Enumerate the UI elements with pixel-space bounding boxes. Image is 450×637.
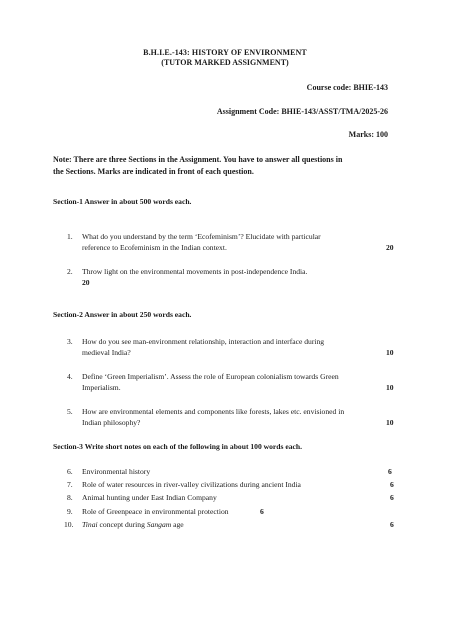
question-number: 7. <box>67 480 73 489</box>
question-marks: 10 <box>386 383 394 392</box>
question-text-line: How are environmental elements and components like forests, lakes etc. envisioned in <box>82 407 345 416</box>
question-marks: 10 <box>386 348 394 357</box>
question-text: Role of water resources in river-valley civilizations during ancient India <box>82 480 301 489</box>
document-title: B.H.I.E.-143: HISTORY OF ENVIRONMENT <box>143 48 307 57</box>
question-text-line: Imperialism. <box>82 383 121 392</box>
question-number: 1. <box>67 232 73 241</box>
question-text: Environmental history <box>82 467 151 476</box>
section-2-heading: Section-2 Answer in about 250 words each. <box>53 310 192 319</box>
question-text: Animal hunting under East Indian Company <box>82 493 217 502</box>
question-marks: 6 <box>388 467 392 476</box>
question-text-line: Define ‘Green Imperialism’. Assess the role of European colonialism towards Green <box>82 372 339 381</box>
question-marks: 20 <box>82 278 90 287</box>
question-number: 4. <box>67 372 73 381</box>
question-number: 3. <box>67 337 73 346</box>
question-text-line: Throw light on the environmental movements in post-independence India. <box>82 267 308 276</box>
question-marks: 6 <box>390 520 394 529</box>
question-marks: 6 <box>390 480 394 489</box>
text-segment: age <box>171 520 184 529</box>
question-number: 8. <box>67 493 73 502</box>
section-3-heading: Section-3 Write short notes on each of the following in about 100 words each. <box>53 442 303 451</box>
total-marks: Marks: 100 <box>348 130 388 139</box>
assignment-note <box>53 154 398 178</box>
question-text: Role of Greenpeace in environmental protection <box>82 507 229 516</box>
question-number: 10. <box>64 520 74 529</box>
note-line-2: the Sections. Marks are indicated in front of each question. <box>53 167 254 176</box>
question-number: 9. <box>67 507 73 516</box>
question-number: 5. <box>67 407 73 416</box>
question-text-line: How do you see man-environment relationship, interaction and interface during <box>82 337 325 346</box>
assignment-code: Assignment Code: BHIE-143/ASST/TMA/2025-26 <box>216 107 388 116</box>
question-marks: 6 <box>260 507 264 516</box>
section-1-heading: Section-1 Answer in about 500 words each. <box>53 197 192 206</box>
term-tinai: Tinai <box>82 520 98 529</box>
question-marks: 20 <box>386 243 394 252</box>
document-subtitle: (TUTOR MARKED ASSIGNMENT) <box>161 58 289 67</box>
question-text-line: reference to Ecofeminism in the Indian context. <box>82 243 227 252</box>
question-marks: 10 <box>386 418 394 427</box>
question-text-line: medieval India? <box>82 348 131 357</box>
question-number: 2. <box>67 267 73 276</box>
question-number: 6. <box>67 467 73 476</box>
question-text <box>82 519 184 531</box>
question-text-line: What do you understand by the term ‘Ecofeminism’? Elucidate with particular <box>82 232 321 241</box>
question-marks: 6 <box>390 493 394 502</box>
course-code: Course code: BHIE-143 <box>306 83 388 92</box>
term-sangam: Sangam <box>146 520 172 529</box>
text-segment: concept during <box>97 520 147 529</box>
question-text-line: Indian philosophy? <box>82 418 141 427</box>
note-line-1: Note: There are three Sections in the Assignment. You have to answer all questions in <box>53 155 343 164</box>
